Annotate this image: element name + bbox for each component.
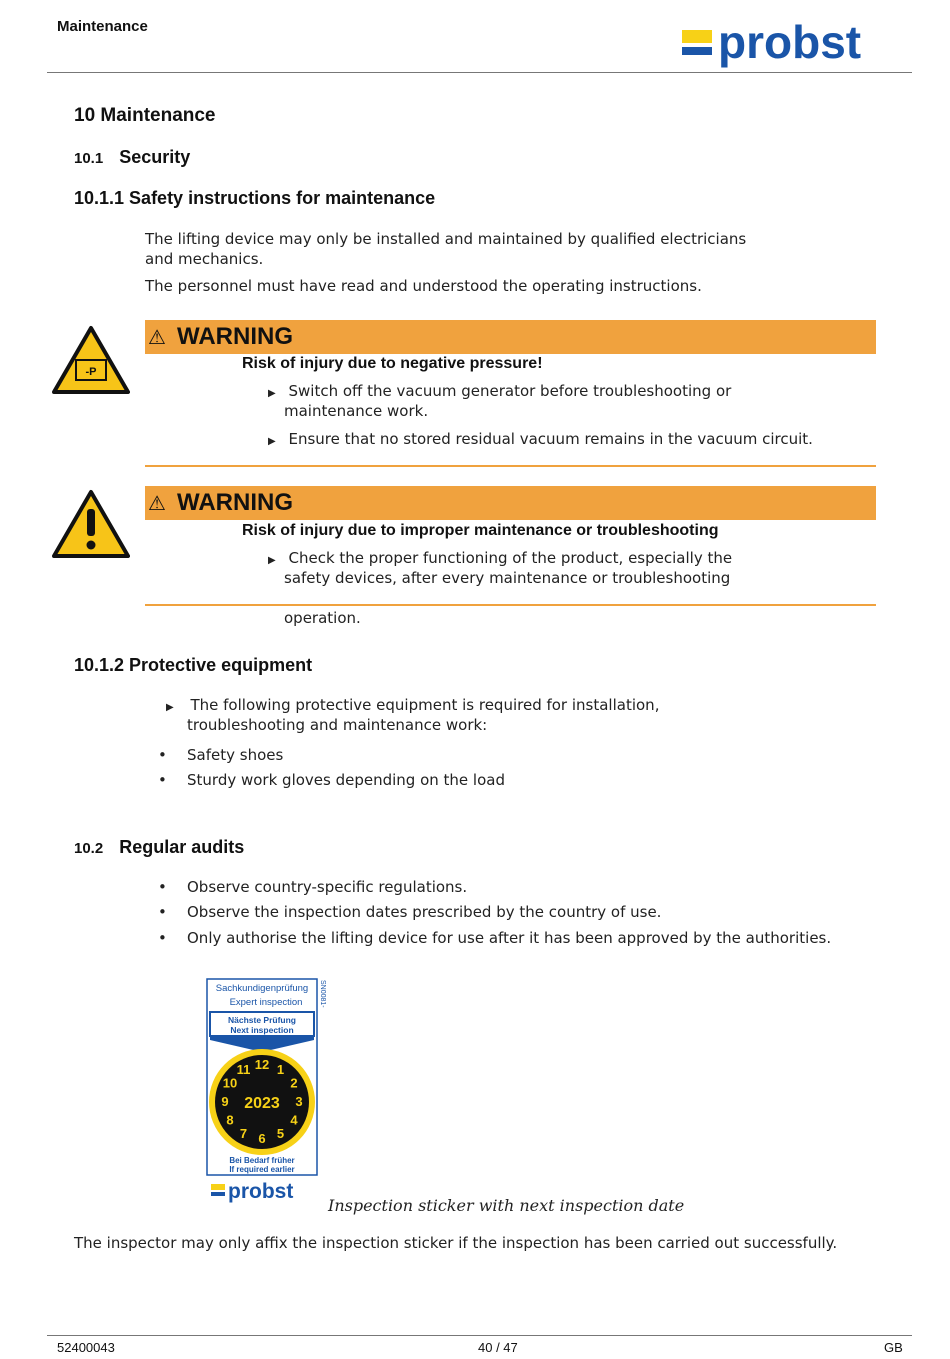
section-number: 10.2 xyxy=(74,840,104,857)
sticker-month: 4 xyxy=(290,1112,298,1128)
section-heading-audits xyxy=(74,837,244,858)
arrow-right-icon: ▶ xyxy=(268,555,276,566)
section-heading-security xyxy=(74,147,190,168)
sticker-month: 10 xyxy=(222,1075,238,1091)
section-number: 10.1 xyxy=(74,150,104,167)
footer-page-number: 40 / 47 xyxy=(478,1340,518,1355)
subsection-heading-safety: 10.1.1 Safety instructions for maintenance xyxy=(74,188,436,208)
footer-rule xyxy=(47,1335,912,1336)
sticker-text: Next inspection xyxy=(230,1025,294,1035)
sticker-month: 3 xyxy=(295,1094,303,1109)
closing-paragraph: The inspector may only affix the inspection sticker if the inspection has been carried out successfully. xyxy=(74,1234,838,1252)
sticker-text: Expert inspection xyxy=(229,997,303,1008)
sticker-month: 12 xyxy=(254,1057,270,1072)
bullet: • xyxy=(158,746,167,764)
sticker-logo: probst xyxy=(228,1180,294,1203)
protective-intro: ▶ The following protective equipment is required for installation, xyxy=(166,696,660,714)
footer-doc-number: 52400043 xyxy=(57,1340,115,1355)
figure-caption: Inspection sticker with next inspection date xyxy=(328,1196,685,1215)
sticker-month: 5 xyxy=(276,1126,285,1141)
sticker-month: 11 xyxy=(236,1062,251,1077)
sticker-month: 1 xyxy=(276,1062,285,1077)
bullet: • xyxy=(158,903,167,921)
sticker-text: Nächste Prüfung xyxy=(227,1015,297,1025)
list-item: • Observe the inspection dates prescribed by the country of use. xyxy=(158,903,662,921)
warning-label: WARNING xyxy=(177,489,293,516)
sticker-text: Sachkundigenprüfung xyxy=(215,983,309,994)
intro-line: and mechanics. xyxy=(145,250,264,268)
general-warning-icon xyxy=(52,489,130,559)
chapter-heading: 10 Maintenance xyxy=(74,105,216,126)
footer-language: GB xyxy=(884,1340,903,1355)
warning-label: WARNING xyxy=(177,323,293,350)
bullet: • xyxy=(158,929,167,947)
logo-wordmark: probst xyxy=(718,22,862,68)
sticker-month: 8 xyxy=(226,1112,234,1128)
intro-paragraph-2: The personnel must have read and understood the operating instructions. xyxy=(145,277,702,295)
probst-logo xyxy=(680,22,906,72)
header-rule xyxy=(47,72,912,73)
sticker-text: Bei Bedarf früher xyxy=(229,1156,295,1165)
warning-action-item: ▶ Switch off the vacuum generator before troubleshooting or xyxy=(268,382,732,400)
warning-rule-1 xyxy=(145,465,876,467)
warning-rule-2 xyxy=(145,604,876,606)
warning-action-item: ▶ Ensure that no stored residual vacuum remains in the vacuum circuit. xyxy=(268,430,813,448)
warning-banner-2 xyxy=(145,486,876,520)
warning-action-item: ▶ Check the proper functioning of the product, especially the xyxy=(268,549,733,567)
list-item: • Only authorise the lifting device for use after it has been approved by the authorities. xyxy=(158,929,832,947)
intro-line: The lifting device may only be installed and maintained by qualified electricians xyxy=(145,230,747,248)
list-item: • Sturdy work gloves depending on the load xyxy=(158,771,505,789)
inspection-sticker xyxy=(205,978,327,1204)
warning-action-item-cont: maintenance work. xyxy=(284,402,429,420)
intro-paragraph xyxy=(145,229,785,269)
sticker-side-code: SN0081- xyxy=(319,980,326,1008)
sticker-year: 2023 xyxy=(244,1095,280,1112)
svg-text:-P: -P xyxy=(85,366,97,378)
warning-triangle-icon: ⚠ xyxy=(148,327,166,349)
warning-action-item-cont: operation. xyxy=(284,609,361,627)
warning-risk-text: Risk of injury due to improper maintenance or troubleshooting xyxy=(242,522,719,539)
protective-intro-cont: troubleshooting and maintenance work: xyxy=(187,716,488,734)
sticker-month: 7 xyxy=(239,1126,248,1141)
bullet: • xyxy=(158,771,167,789)
sticker-month: 2 xyxy=(290,1075,298,1091)
sticker-month: 6 xyxy=(258,1131,266,1146)
section-title: Security xyxy=(119,147,191,167)
sticker-month: 9 xyxy=(221,1094,229,1109)
arrow-right-icon: ▶ xyxy=(268,436,276,447)
negative-pressure-warning-icon xyxy=(52,325,130,395)
list-item: • Safety shoes xyxy=(158,746,284,764)
sticker-text: If required earlier xyxy=(229,1165,295,1174)
arrow-right-icon: ▶ xyxy=(166,702,174,713)
warning-banner-1 xyxy=(145,320,876,354)
list-item: • Observe country-specific regulations. xyxy=(158,878,468,896)
warning-action-item-cont: safety devices, after every maintenance or troubleshooting xyxy=(284,569,731,587)
warning-risk-text: Risk of injury due to negative pressure! xyxy=(242,355,543,372)
warning-triangle-icon: ⚠ xyxy=(148,493,166,515)
subsection-heading-protective: 10.1.2 Protective equipment xyxy=(74,655,313,675)
running-header: Maintenance xyxy=(57,18,148,35)
arrow-right-icon: ▶ xyxy=(268,388,276,399)
section-title: Regular audits xyxy=(119,837,245,857)
bullet: • xyxy=(158,878,167,896)
